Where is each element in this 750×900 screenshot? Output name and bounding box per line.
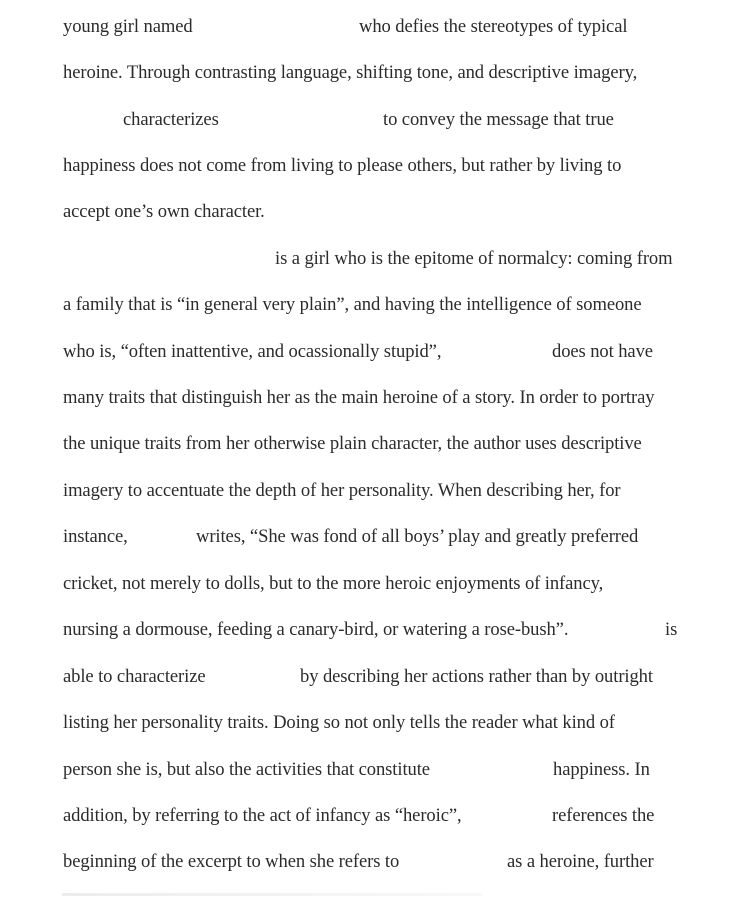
text-line — [0, 849, 750, 879]
text-line — [0, 60, 750, 90]
text-segment: who defies the stereotypes of typical — [359, 16, 628, 37]
text-segment: the unique traits from her otherwise plain character, the author uses descriptive — [63, 433, 642, 454]
cut-off-line-fragment — [62, 893, 482, 896]
text-segment: cricket, not merely to dolls, but to the more heroic enjoyments of infancy, — [63, 573, 604, 594]
text-segment: instance, — [63, 526, 128, 547]
text-segment: happiness does not come from living to please others, but rather by living to — [63, 155, 622, 176]
text-segment: accept one’s own character. — [63, 201, 265, 222]
text-segment: happiness. In — [553, 759, 650, 780]
text-segment: references the — [552, 805, 655, 826]
text-segment: does not have — [552, 341, 653, 362]
text-segment: a family that is “in general very plain”, and having the intelligence of someone — [63, 294, 642, 315]
text-segment: able to characterize — [63, 666, 206, 687]
text-segment: as a heroine, further — [507, 851, 654, 872]
text-segment: person she is, but also the activities that constitute — [63, 759, 430, 780]
text-line — [0, 339, 750, 369]
text-segment: addition, by referring to the act of infancy as “heroic”, — [63, 805, 462, 826]
text-segment: young girl named — [63, 16, 193, 37]
text-line — [0, 710, 750, 740]
text-segment: writes, “She was fond of all boys’ play and greatly preferred — [196, 526, 639, 547]
text-line — [0, 292, 750, 322]
text-line — [0, 757, 750, 787]
text-line — [0, 803, 750, 833]
text-segment: listing her personality traits. Doing so not only tells the reader what kind of — [63, 712, 615, 733]
text-line — [0, 524, 750, 554]
text-segment: to convey the message that true — [383, 109, 614, 130]
text-line — [0, 153, 750, 183]
text-line — [0, 664, 750, 694]
text-line — [0, 571, 750, 601]
text-segment: beginning of the excerpt to when she refers to — [63, 851, 400, 872]
text-segment: by describing her actions rather than by outright — [300, 666, 653, 687]
text-segment: many traits that distinguish her as the main heroine of a story. In order to portray — [63, 387, 655, 408]
text-line — [0, 246, 750, 276]
text-segment: nursing a dormouse, feeding a canary-bird, or watering a rose-bush”. — [63, 619, 569, 640]
text-line — [0, 478, 750, 508]
text-line — [0, 14, 750, 44]
text-segment: is — [665, 619, 678, 640]
text-segment: characterizes — [123, 109, 219, 130]
text-line — [0, 431, 750, 461]
text-segment: imagery to accentuate the depth of her personality. When describing her, for — [63, 480, 621, 501]
text-line — [0, 617, 750, 647]
text-segment: who is, “often inattentive, and ocassionally stupid”, — [63, 341, 442, 362]
text-line — [0, 199, 750, 229]
text-line — [0, 385, 750, 415]
text-segment: is a girl who is the epitome of normalcy: coming from — [275, 248, 673, 269]
text-segment: heroine. Through contrasting language, shifting tone, and descriptive imagery, — [63, 62, 638, 83]
text-line — [0, 107, 750, 137]
